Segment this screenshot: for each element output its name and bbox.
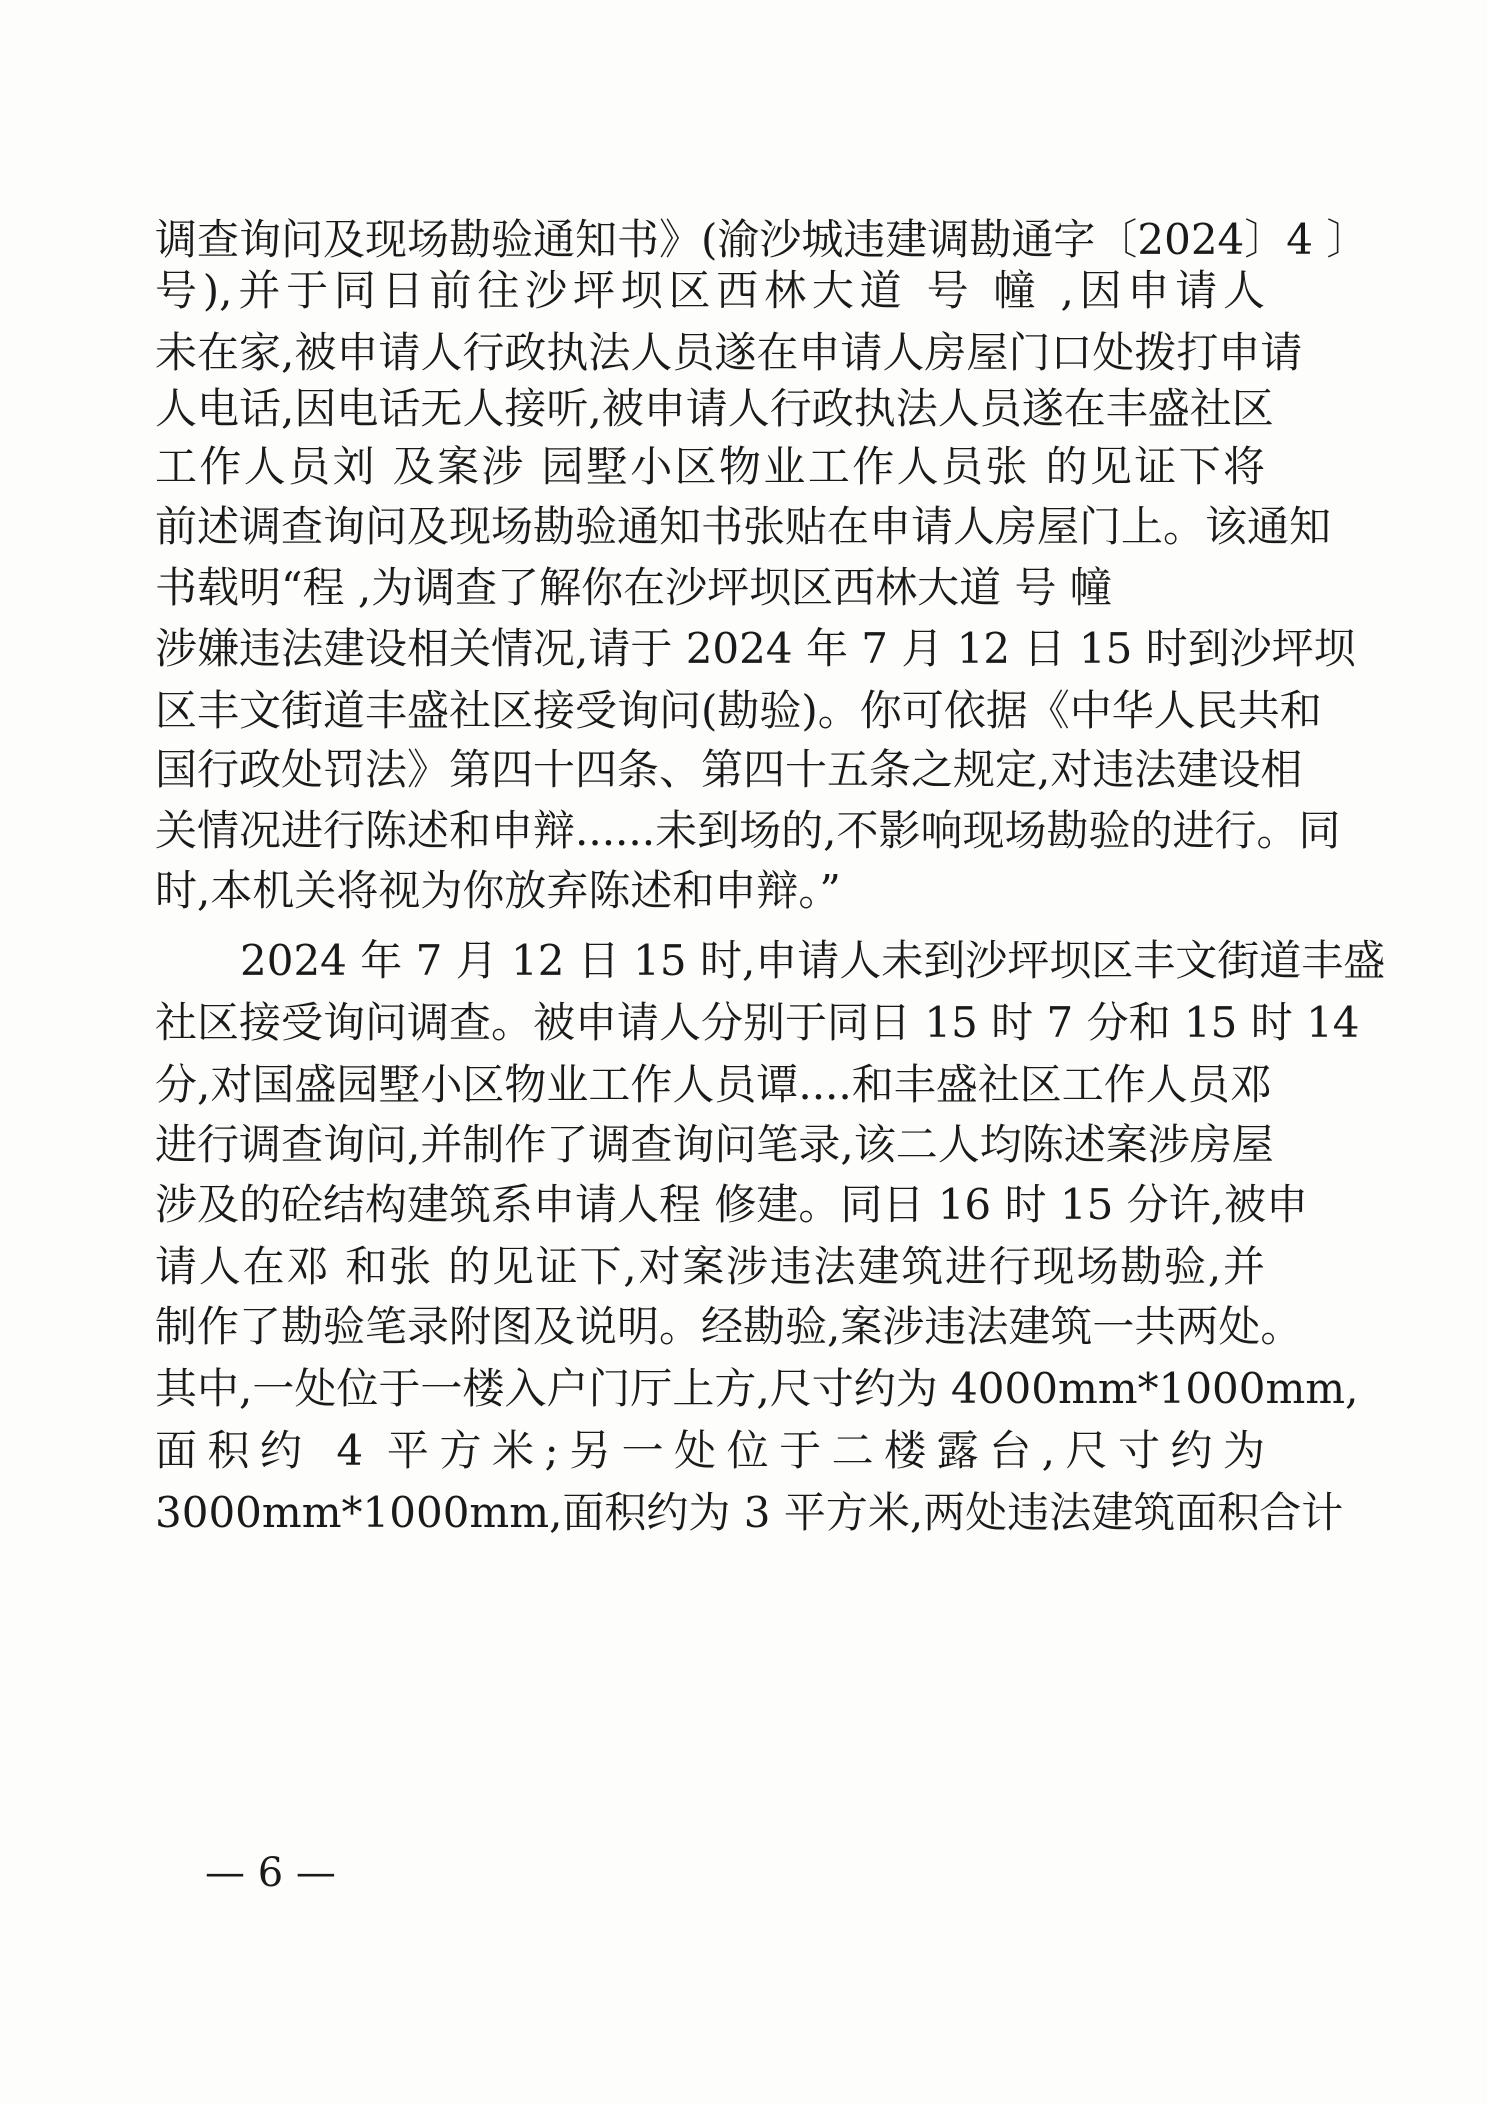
body-text-line: 人电话,因电话无人接听,被申请人行政执法人员遂在丰盛社区 [155,384,1274,433]
paragraph-start-line: 2024 年 7 月 12 日 15 时,申请人未到沙坪坝区丰文街道丰盛 [240,936,1386,985]
body-text-line: 分,对国盛园墅小区物业工作人员谭....和丰盛社区工作人员邓 [155,1060,1272,1109]
body-text-line: 其中,一处位于一楼入户门厅上方,尺寸约为 4000mm*1000mm, [155,1364,1359,1413]
body-text-line: 未在家,被申请人行政执法人员遂在申请人房屋门口处拨打申请 [155,328,1303,377]
body-text-line: 时,本机关将视为你放弃陈述和申辩。” [155,866,841,915]
body-text-line: 3000mm*1000mm,面积约为 3 平方米,两处违法建筑面积合计 [155,1488,1344,1537]
body-text-line: 区丰文街道丰盛社区接受询问(勘验)。你可依据《中华人民共和 [155,686,1322,735]
body-text-line: 号),并于同日前往沙坪坝区西林大道 号 幢 ,因申请人 [155,266,1265,315]
body-text-line: 调查询问及现场勘验通知书》(渝沙城违建调勘通字〔2024〕4 〕 [155,215,1369,264]
body-text-line: 请人在邓 和张 的见证下,对案涉违法建筑进行现场勘验,并 [155,1242,1265,1291]
body-text-line: 社区接受询问调查。被申请人分别于同日 15 时 7 分和 15 时 14 [155,998,1360,1047]
body-text-line: 关情况进行陈述和申辩......未到场的,不影响现场勘验的进行。同 [155,806,1341,855]
body-text-line: 前述调查询问及现场勘验通知书张贴在申请人房屋门上。该通知 [155,502,1332,551]
body-text-line: 进行调查询问,并制作了调查询问笔录,该二人均陈述案涉房屋 [155,1120,1274,1169]
body-text-line: 工作人员刘 及案涉 园墅小区物业工作人员张 的见证下将 [155,442,1265,491]
body-text-line: 书载明“程 ,为调查了解你在沙坪坝区西林大道 号 幢 [155,563,1112,612]
body-text-line: 涉及的砼结构建筑系申请人程 修建。同日 16 时 15 分许,被申 [155,1180,1308,1229]
body-text-line: 制作了勘验笔录附图及说明。经勘验,案涉违法建筑一共两处。 [155,1302,1303,1351]
body-text-line: 涉嫌违法建设相关情况,请于 2024 年 7 月 12 日 15 时到沙坪坝 [155,624,1356,673]
page-number: — 6 — [205,1850,336,1896]
body-text-line: 面积约 4 平方米;另一处位于二楼露台,尺寸约为 [155,1426,1265,1475]
body-text-line: 国行政处罚法》第四十四条、第四十五条之规定,对违法建设相 [155,745,1303,794]
